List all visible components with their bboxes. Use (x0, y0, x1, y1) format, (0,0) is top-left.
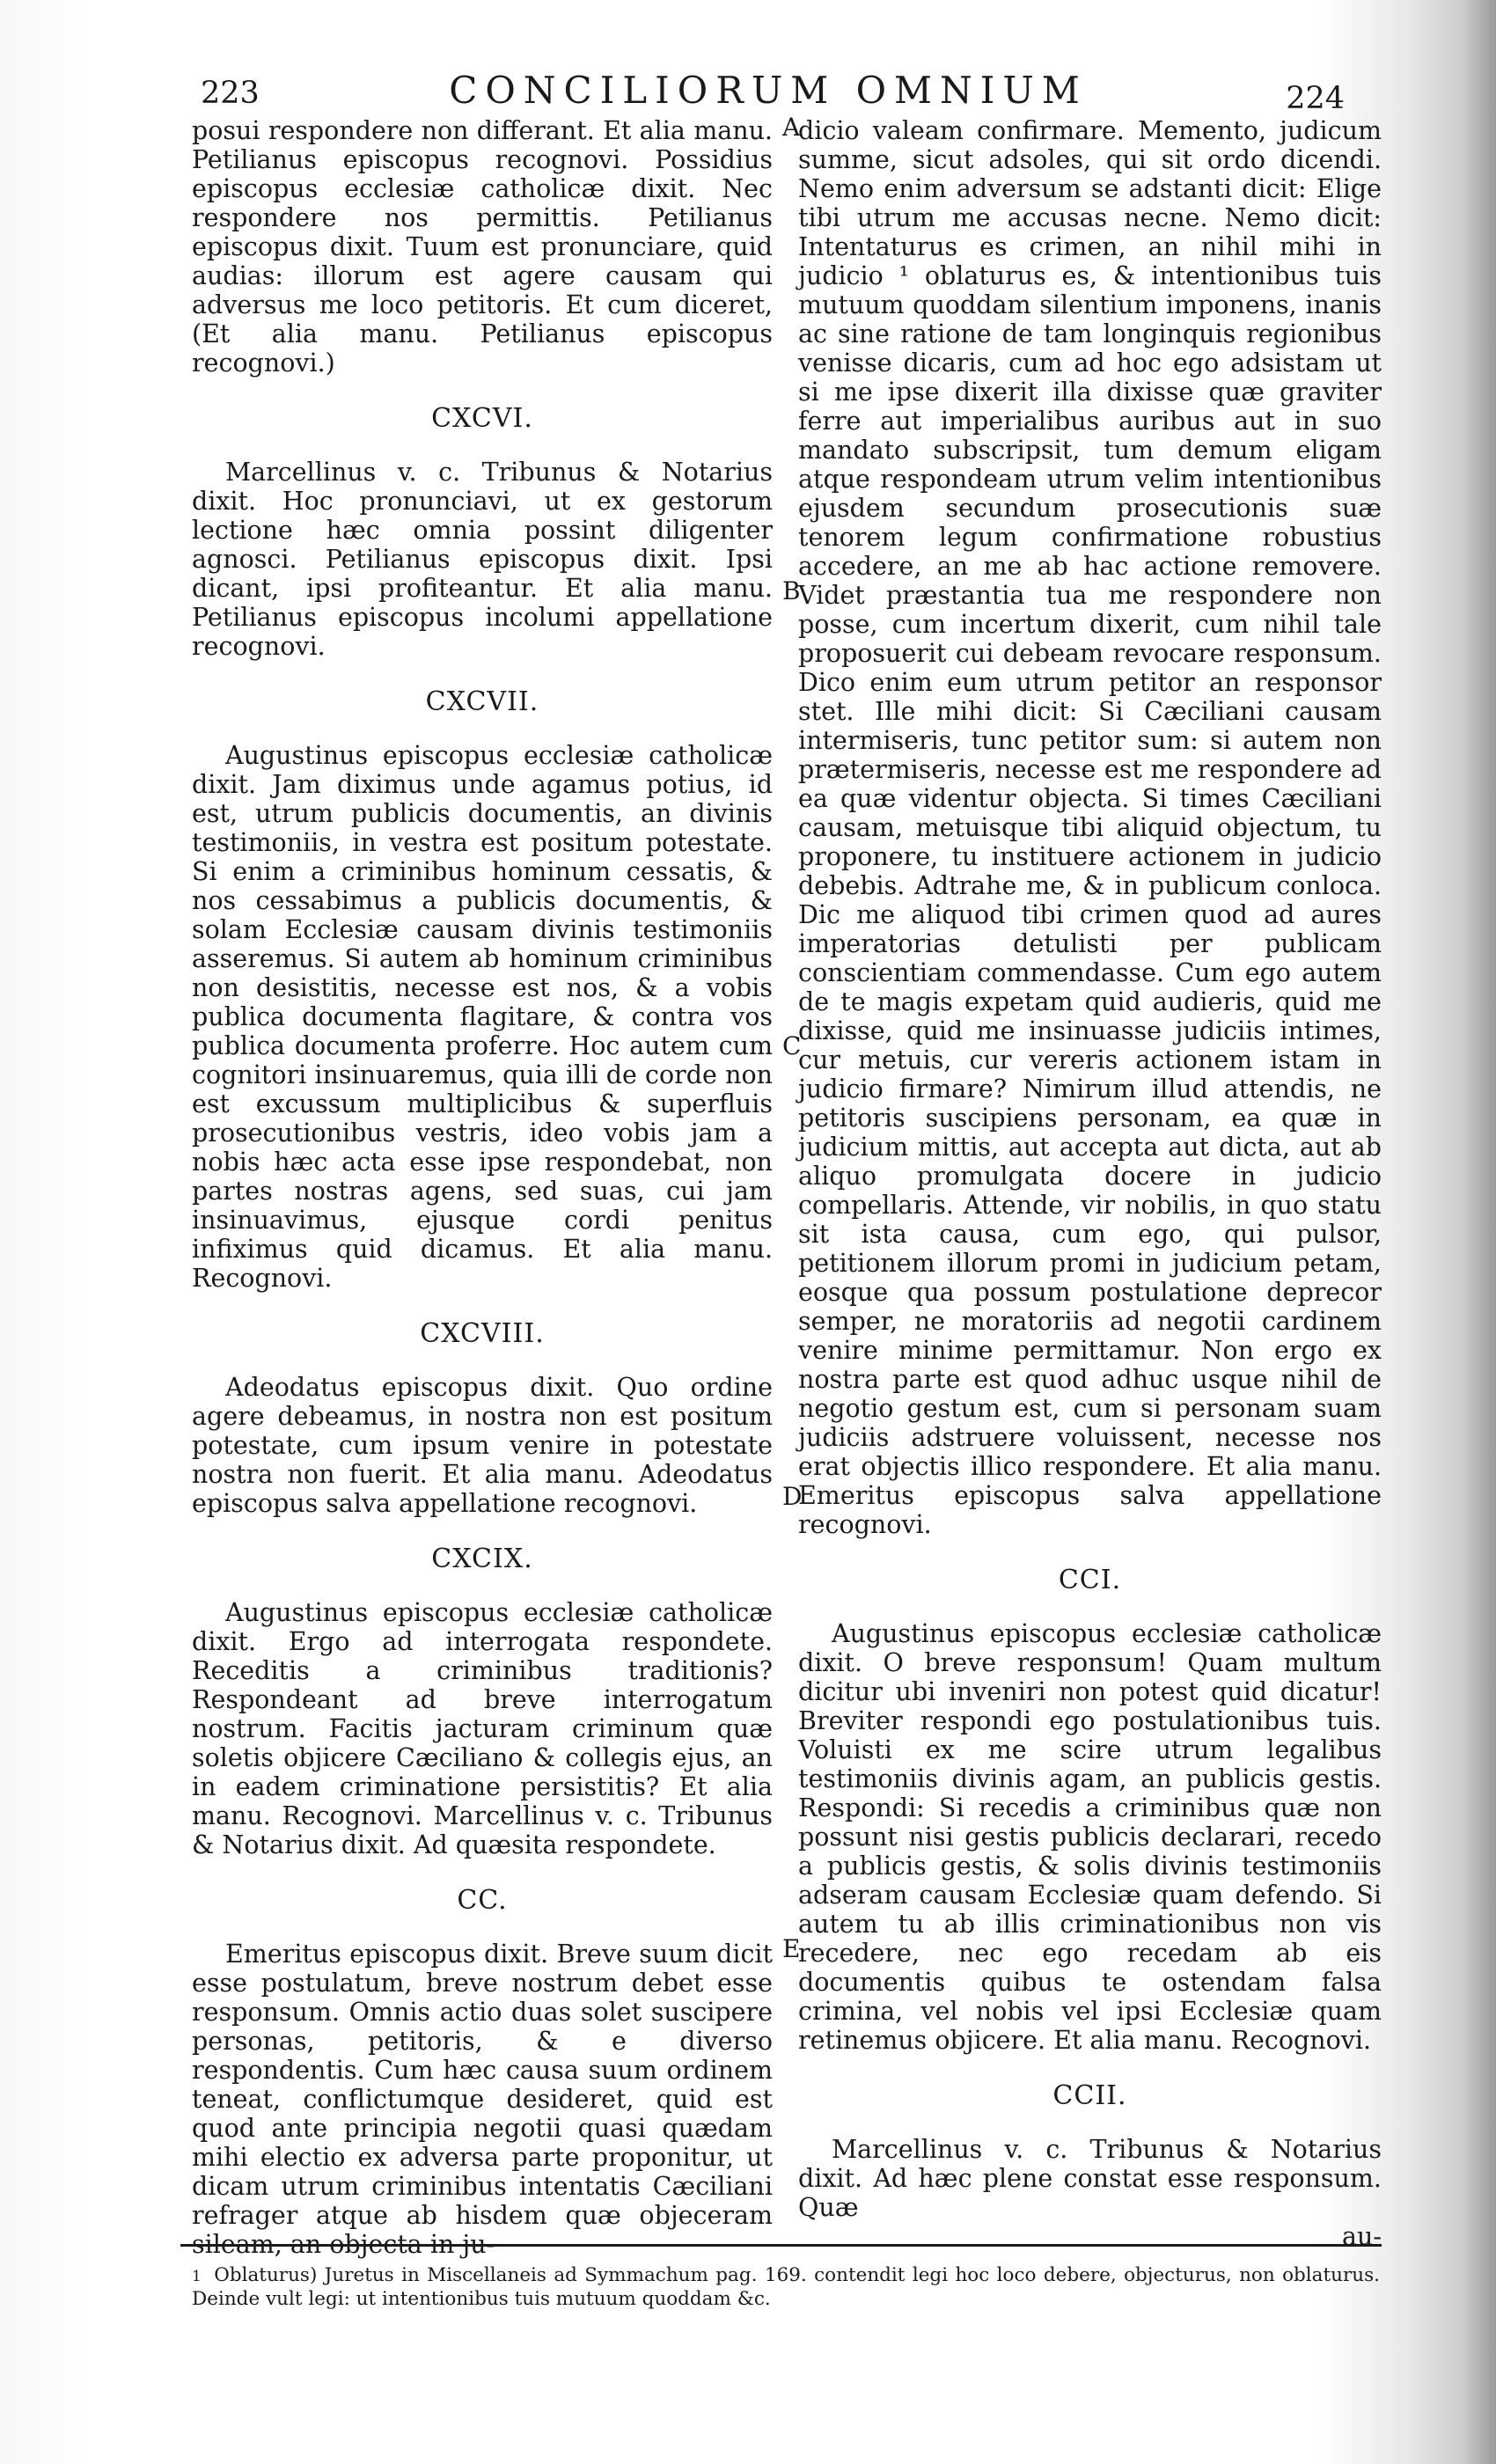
section-heading-201: CCI. (1058, 1565, 1122, 1595)
margin-letter-d: D (782, 1482, 803, 1511)
section-heading-202: CCII. (1052, 2080, 1127, 2111)
right-column (798, 116, 1382, 2251)
margin-letter-c: C (782, 1031, 802, 1060)
section-heading-196: CXCVI. (431, 403, 533, 434)
page-edge-shadow (1461, 0, 1496, 2464)
section-heading-198: CXCVIII. (420, 1318, 545, 1349)
footnote-rule (180, 2244, 1382, 2247)
page-number-right: 224 (1286, 81, 1345, 116)
paragraph-200: Emeritus episcopus dixit. Breve suum dicit esse postulatum, breve nostrum debet esse responsum. Omnis actio duas solet suscipere personas, petitoris, & e diverso respondentis. Cum hæc causa suum ordinem teneat, conflictumque desideret, quid est quod ante principia negotii quasi quædam mihi electio ex adversa parte proponitur, ut dicam utrum criminibus intentatis Cæciliani refrager atque ab hisdem quæ objeceram sileam, an objecta in ju- (192, 1940, 773, 2259)
paragraph-197: Augustinus episcopus ecclesiæ catholicæ dixit. Jam diximus unde agamus potius, id est, utrum publicis documentis, an divinis testimoniis, in vestra est positum potestate. Si enim a criminibus hominum cessatis, & nos cessabimus a publicis documentis, & solam Ecclesiæ causam divinis testimoniis asseremus. Si autem ab hominum criminibus non desistitis, necesse est nos, & a vobis publica documenta flagitare, & contra vos publica documenta proferre. Hoc autem cum cognitori insinuaremus, quia illi de corde non est excussum multiplicibus & superfluis prosecutionibus vestris, ideo vobis jam a nobis hæc acta esse ipse respondebat, non partes nostras agens, sed suas, cui jam insinuavimus, ejusque cordi penitus infiximus quid dicamus. Et alia manu. Recognovi. (192, 741, 773, 1293)
footnote (192, 2264, 1380, 2311)
page-number-left: 223 (201, 76, 260, 111)
margin-letter-a: A (782, 113, 801, 142)
left-column (192, 116, 773, 2259)
paragraph-201: Augustinus episcopus ecclesiæ catholicæ dixit. O breve responsum! Quam multum dicitur ubi inveniri non potest quid dicatur! Breviter respondi ego postulationibus tuis. Voluisti ex me scire utrum legalibus testimoniis divinis agam, an publicis gestis. Respondi: Si recedis a criminibus quæ non possunt nisi gestis publicis declarari, recedo a publicis gestis, & solis divinis testimoniis adseram causam Ecclesiæ quam defendo. Si autem tu ab illis criminationibus non vis recedere, nec ego recedam ab eis documentis quibus te ostendam falsa crimina, vel nobis vel ipsi Ecclesiæ quam retinemus objicere. Et alia manu. Recognovi. (798, 1619, 1382, 2055)
section-heading-200: CC. (457, 1885, 508, 1916)
paragraph-continued: posui respondere non differant. Et alia manu. Petilianus episcopus recognovi. Possidius episcopus ecclesiæ catholicæ dixit. Nec respondere nos permittis. Petilianus episcopus dixit. Tuum est pronunciare, quid audias: illorum est agere causam qui adversus me loco petitoris. Et cum diceret, (Et alia manu. Petilianus episcopus recognovi.) (192, 116, 773, 378)
margin-letter-e: E (782, 1934, 801, 1963)
paragraph-199: Augustinus episcopus ecclesiæ catholicæ dixit. Ergo ad interrogata respondete. Receditis a criminibus traditionis? Respondeant ad breve interrogatum nostrum. Facitis jacturam criminum quæ soletis objicere Cæciliano & collegis ejus, an in eadem criminatione persistitis? Et alia manu. Recognovi. Marcellinus v. c. Tribunus & Notarius dixit. Ad quæsita respondete. (192, 1598, 773, 1859)
section-heading-197: CXCVII. (425, 686, 539, 717)
paragraph-202: Marcellinus v. c. Tribunus & Notarius dixit. Ad hæc plene constat esse responsum. Quæ (798, 2135, 1382, 2222)
paragraph-196: Marcellinus v. c. Tribunus & Notarius dixit. Hoc pronunciavi, ut ex gestorum lectione hæc omnia possint diligenter agnosci. Petilianus episcopus dixit. Ipsi dicant, ipsi profiteantur. Et alia manu. Petilianus episcopus incolumi appellatione recognovi. (192, 458, 773, 661)
footnote-number: 1 (192, 2268, 202, 2285)
catchword: au- (1342, 2222, 1382, 2251)
paragraph-198: Adeodatus episcopus dixit. Quo ordine agere debeamus, in nostra non est positum potestate, cum ipsum venire in potestate nostra non fuerit. Et alia manu. Adeodatus episcopus salva appellatione recognovi. (192, 1373, 773, 1518)
section-heading-199: CXCIX. (431, 1544, 533, 1574)
paragraph-continued-right: dicio valeam confirmare. Memento, judicum summe, sicut adsoles, qui sit ordo dicendi. Nemo enim adversum se adstanti dicit: Elige tibi utrum me accusas necne. Nemo dicit: Intentaturus es crimen, an nihil mihi in judicio ¹ oblaturus es, & intentionibus tuis mutuum quoddam silentium imponens, inanis ac sine ratione de tam longinquis regionibus venisse dicaris, cum ad hoc ego adsistam ut si me ipse dixerit illa dixisse quæ graviter ferre aut imperialibus auribus aut in suo mandato subscripsit, tum demum eligam atque respondeam utrum velim intentionibus ejusdem secundum prosecutionis suæ tenorem legum confirmatione robustius accedere, an me ab hac actione removere. Videt præstantia tua me respondere non posse, cum incertum dixerit, cum nihil tale proposuerit cui debeam revocare responsum. Dico enim eum utrum petitor an responsor stet. Ille mihi dicit: Si Cæciliani causam intermiseris, tunc petitor sum: si autem non prætermiseris, necesse est me respondere ad ea quæ videntur objecta. Si times Cæciliani causam, metuisque tibi aliquid objectum, tu proponere, tu instituere actionem in judicio debebis. Adtrahe me, & in publicum conloca. Dic me aliquod tibi crimen quod ad aures imperatorias detulisti per publicam conscientiam commendasse. Cum ego autem de te magis expetam quid audieris, quid me dixisse, quid me insinuasse judiciis intimes, cur metuis, cur vereris actionem istam in judicio firmare? Nimirum illud attendis, ne petitoris suscipiens personam, ea quæ in judicium mittis, aut accepta aut dicta, aut ab aliquo promulgata docere in judicio compellaris. Attende, vir nobilis, in quo statu sit ista causa, cum ego, qui pulsor, petitionem illorum promi in judicium petam, eosque qua possum postulatione deprecor semper, ne moratoriis ad negotii cardinem venire minime permittamur. Non ergo ex nostra parte est quod adhuc usque nihil de negotio gestum est, cum si personam suam judiciis adstruere voluissent, necesse nos erat objectis illico respondere. Et alia manu. Emeritus episcopus salva appellatione recognovi. (798, 116, 1382, 1539)
margin-letter-b: B (782, 576, 801, 605)
footnote-text: Oblaturus) Juretus in Miscellaneis ad Symmachum pag. 169. contendit legi hoc loco debere, objecturus, non oblaturus. Deinde vult legi: ut intentionibus tuis mutuum quoddam &c. (192, 2264, 1380, 2310)
running-title: CONCILIORUM OMNIUM (449, 69, 1088, 112)
page-header (192, 63, 1345, 116)
